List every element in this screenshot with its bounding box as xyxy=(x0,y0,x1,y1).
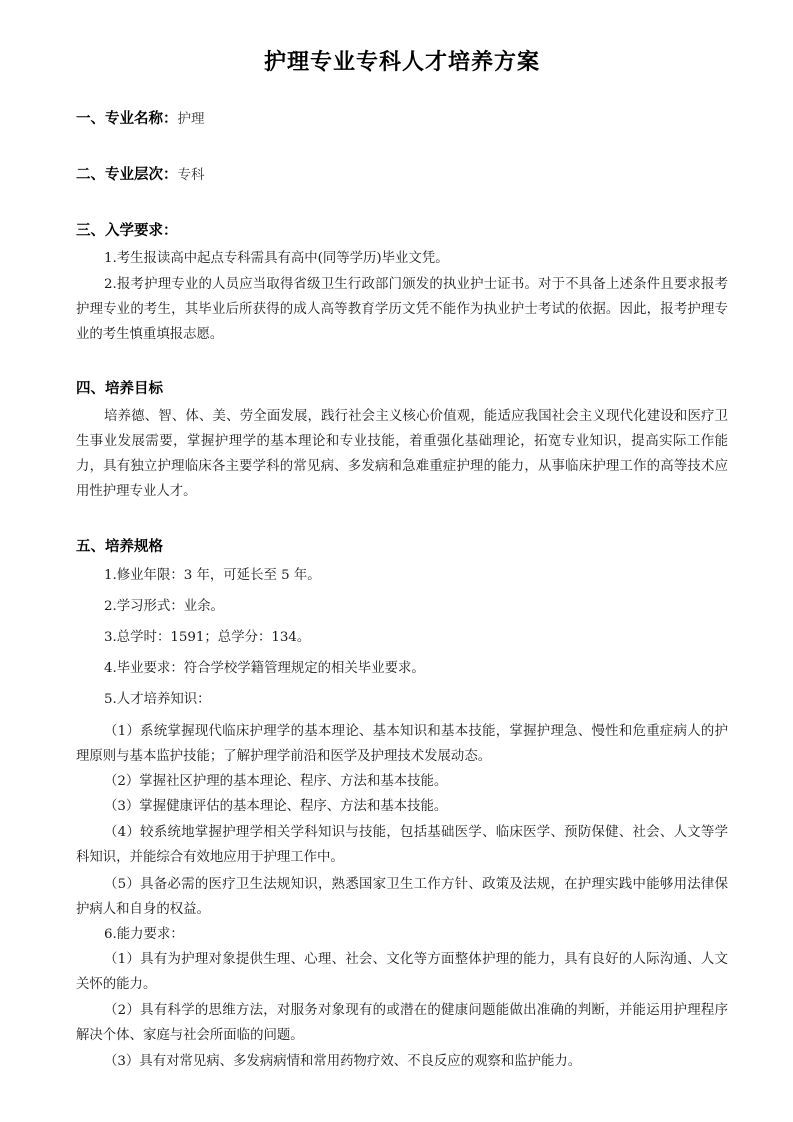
admission-item-2: 2.报考护理专业的人员应当取得省级卫生行政部门颁发的执业护士证书。对于不具备上述条件且要求报考护理专业的考生，其毕业后所获得的成人高等教育学历文凭不能作为执业护士考试的依据。因此，报考护理专业的考生慎重填报志愿。 xyxy=(76,277,728,342)
knowledge-item-2: （2）掌握社区护理的基本理论、程序、方法和基本技能。 xyxy=(104,774,448,789)
section-value: 专科 xyxy=(177,167,205,183)
section-value: 护理 xyxy=(177,111,205,127)
section-5-heading: 五、培养规格 xyxy=(76,539,163,555)
training-goal-paragraph: 培养德、智、体、美、劳全面发展，践行社会主义核心价值观，能适应我国社会主义现代化建设和医疗卫生事业发展需要，掌握护理学的基本理论和专业技能，着重强化基础理论，拓宽专业知识，提高实际工作能力，具有独立护理临床各主要学科的常见病、多发病和急难重症护理的能力，从事临床护理工作的高等技术应用性护理专业人才。 xyxy=(76,409,728,499)
spec-item-3: 3.总学时：1591；总学分：134。 xyxy=(104,630,311,645)
spec-item-2: 2.学习形式：业余。 xyxy=(104,599,224,614)
knowledge-item-1: （1）系统掌握现代临床护理学的基本理论、基本知识和基本技能，掌握护理急、慢性和危重症病人的护理原则与基本监护技能；了解护理学前沿和医学及护理技术发展动态。 xyxy=(76,724,728,764)
section-1-heading xyxy=(76,107,205,128)
ability-item-1: （1）具有为护理对象提供生理、心理、社会、文化等方面整体护理的能力，具有良好的人际沟通、人文关怀的能力。 xyxy=(76,952,728,992)
ability-item-2: （2）具有科学的思维方法，对服务对象现有的或潜在的健康问题能做出准确的判断，并能运用护理程序解决个体、家庭与社会所面临的问题。 xyxy=(76,1003,728,1043)
knowledge-item-5: （5）具备必需的医疗卫生法规知识，熟悉国家卫生工作方针、政策及法规，在护理实践中能够用法律保护病人和自身的权益。 xyxy=(76,877,728,917)
ability-item-3: （3）具有对常见病、多发病病情和常用药物疗效、不良反应的观察和监护能力。 xyxy=(104,1054,582,1069)
section-3-heading: 三、入学要求： xyxy=(76,223,178,239)
ability-label: 6.能力要求： xyxy=(104,927,184,942)
knowledge-item-4: （4）较系统地掌握护理学相关学科知识与技能，包括基础医学、临床医学、预防保健、社会、人文等学科知识，并能综合有效地应用于护理工作中。 xyxy=(76,825,728,865)
spec-item-4: 4.毕业要求：符合学校学籍管理规定的相关毕业要求。 xyxy=(104,661,425,676)
section-2-heading xyxy=(76,163,205,184)
knowledge-item-3: （3）掌握健康评估的基本理论、程序、方法和基本技能。 xyxy=(104,799,448,814)
document-title: 护理专业专科人才培养方案 xyxy=(263,50,540,75)
section-heading-label: 二、专业层次： xyxy=(76,167,178,183)
spec-item-5: 5.人才培养知识： xyxy=(104,692,211,707)
admission-item-1: 1.考生报读高中起点专科需具有高中(同等学历)毕业文凭。 xyxy=(104,251,449,266)
section-4-heading: 四、培养目标 xyxy=(76,381,163,397)
section-heading-label: 一、专业名称： xyxy=(76,111,178,127)
spec-item-1: 1.修业年限：3 年，可延长至 5 年。 xyxy=(104,568,321,583)
